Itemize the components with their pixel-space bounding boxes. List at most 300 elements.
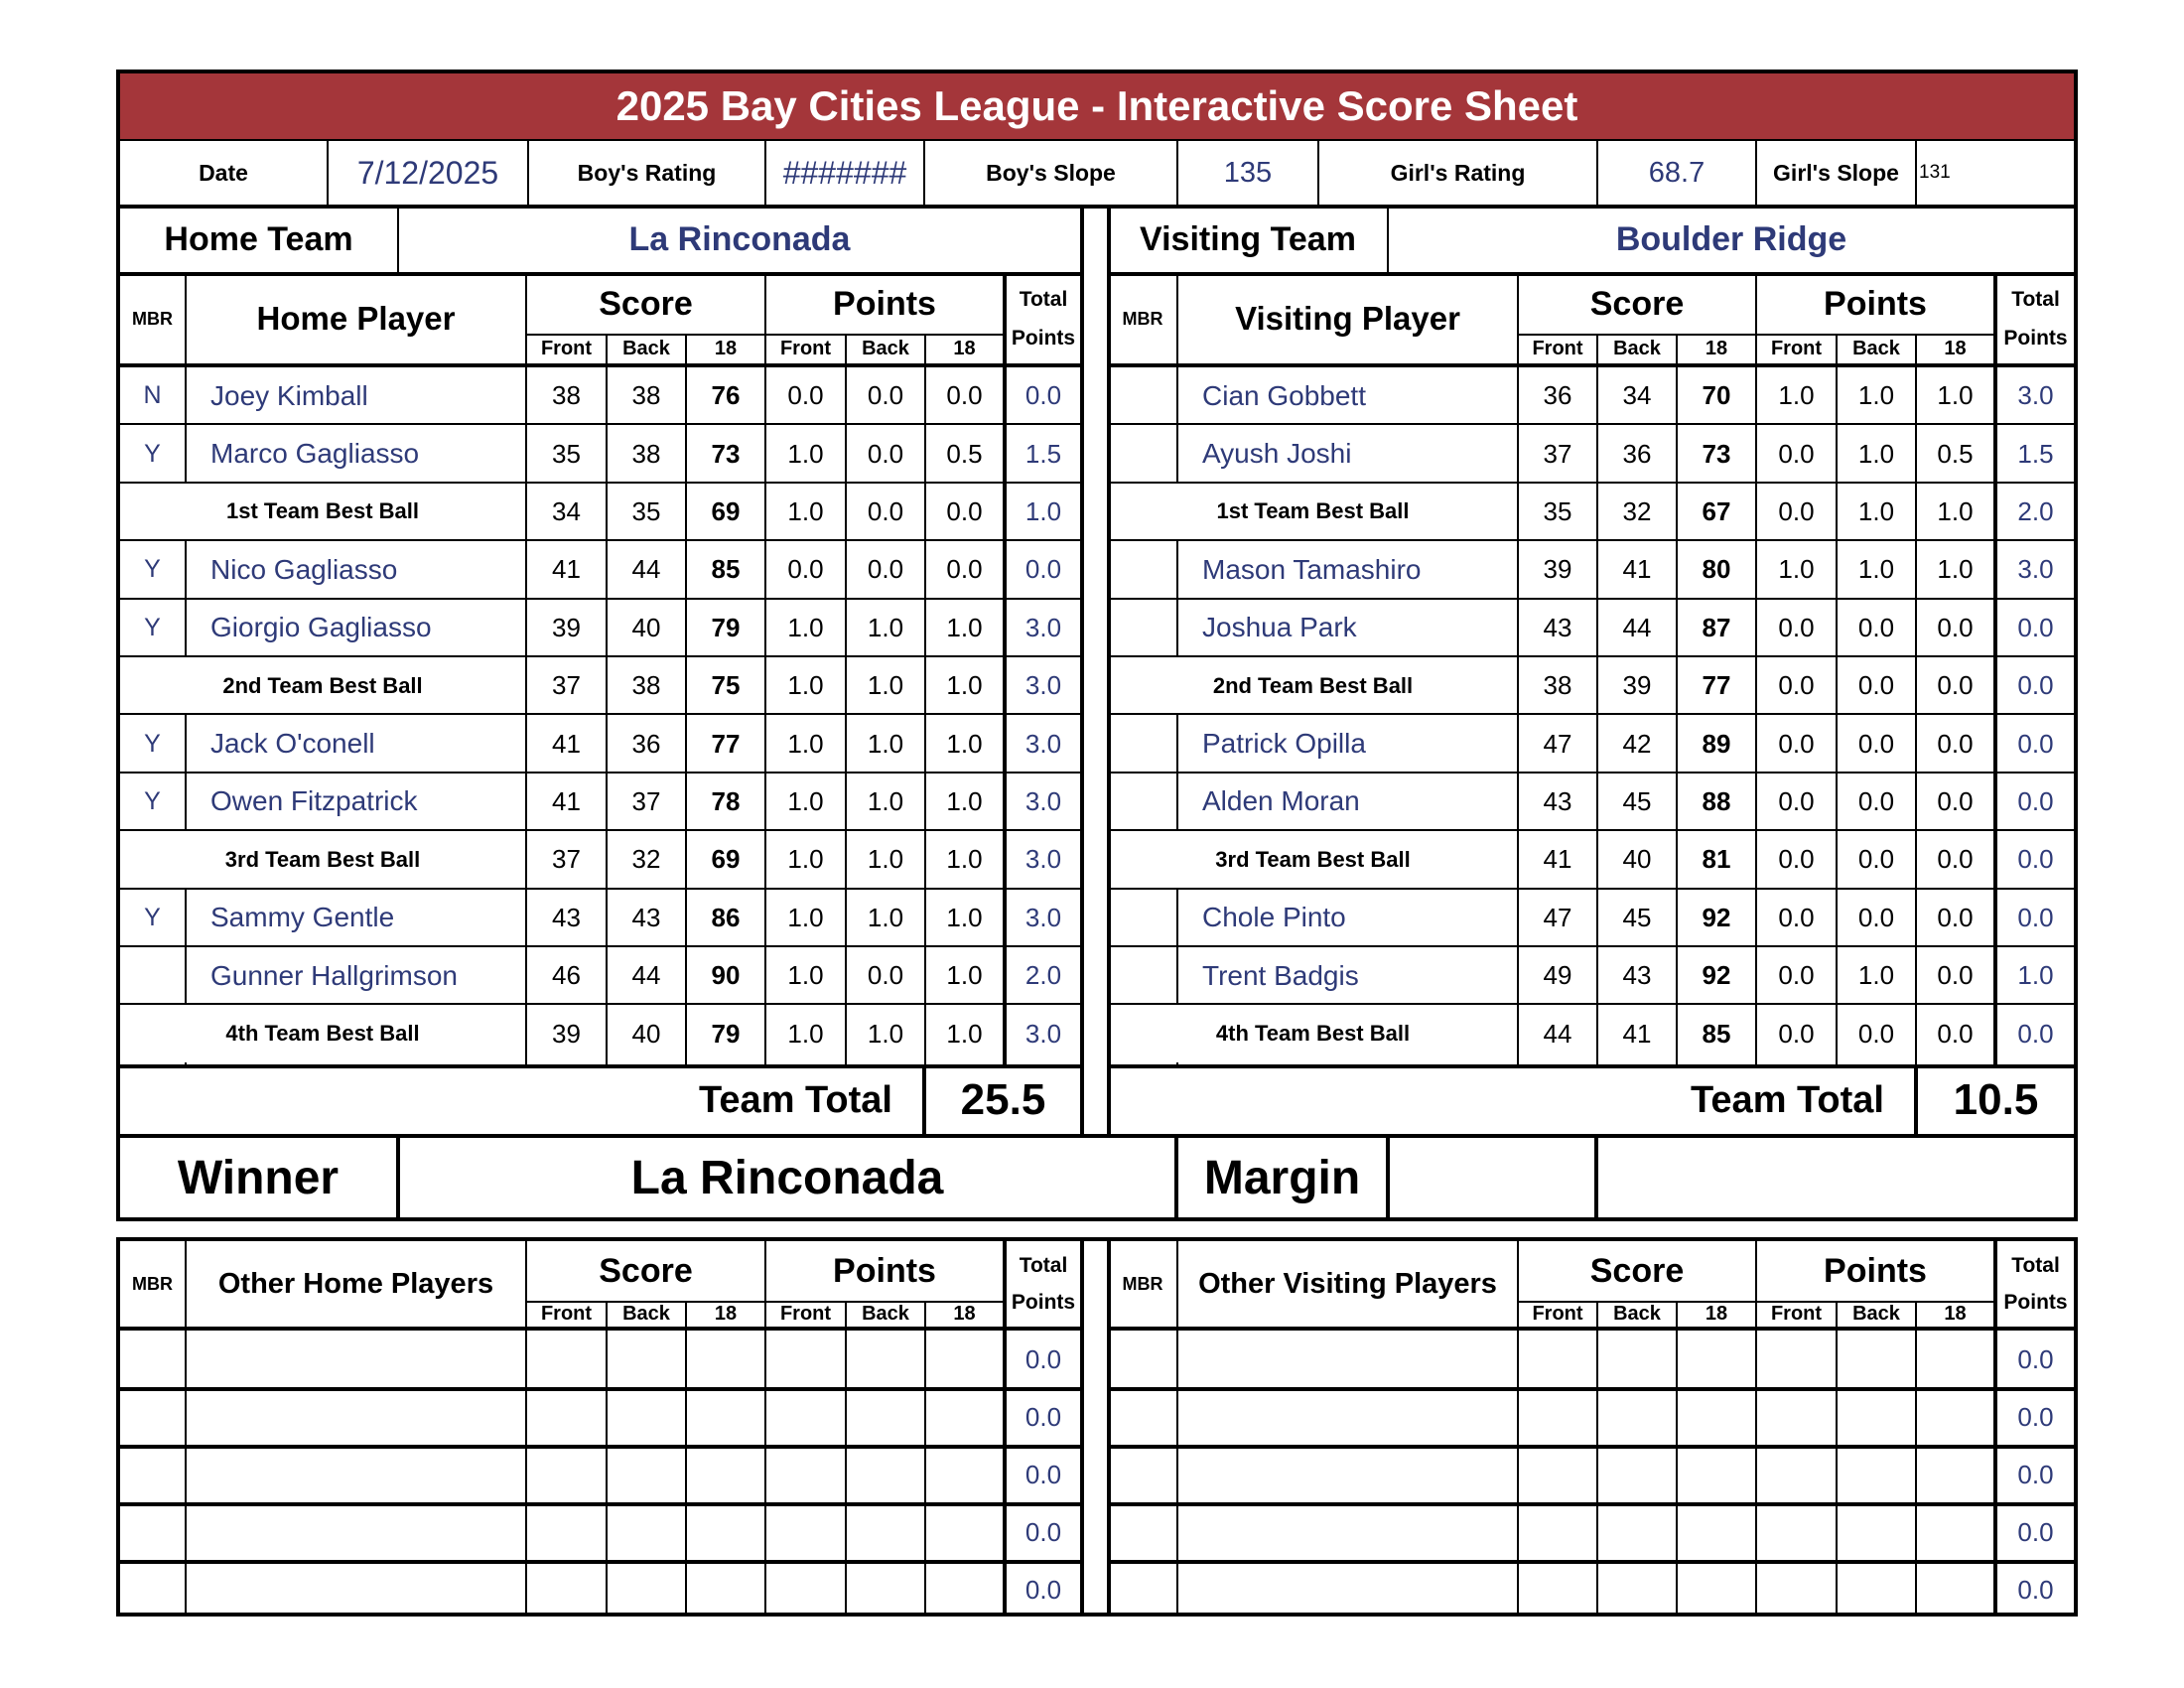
visiting-score-front[interactable]: 39 (1543, 554, 1572, 585)
visiting-score-front[interactable]: 37 (1543, 438, 1572, 469)
other-visiting-player-name[interactable] (1178, 1388, 1517, 1446)
margin-label: Margin (1203, 1151, 1361, 1204)
home-total-points: 1.0 (1024, 495, 1062, 526)
home-mbr-cell[interactable] (120, 947, 185, 1004)
home-points-front: 1.0 (787, 1018, 824, 1049)
visiting-score-front[interactable]: 43 (1543, 785, 1572, 816)
visiting-player-name[interactable]: Alden Moran (1202, 785, 1360, 817)
visiting-points-18: 0.0 (1937, 902, 1974, 932)
home-score-18-header: 18 (714, 337, 738, 359)
other-visiting-points-cell (1757, 1503, 1836, 1561)
visiting-score-back: 41 (1622, 1018, 1652, 1049)
visiting-points-front: 0.0 (1778, 785, 1815, 816)
home-points-back: 1.0 (867, 785, 904, 816)
other-visiting-score-cell[interactable] (1678, 1388, 1755, 1446)
other-home-mbr-cell[interactable] (120, 1388, 185, 1446)
visiting-mbr-cell[interactable] (1109, 774, 1176, 830)
home-player-name[interactable]: Sammy Gentle (210, 902, 395, 933)
visiting-score-back[interactable]: 44 (1622, 612, 1652, 642)
home-mbr-cell[interactable]: Y (144, 786, 161, 815)
other-visiting-points-cell (1917, 1503, 1993, 1561)
other-visiting-score-cell[interactable] (1519, 1561, 1596, 1618)
other-visiting-score-cell[interactable] (1519, 1331, 1596, 1388)
boys-rating-label: Boy's Rating (577, 159, 717, 186)
visiting-score-back-header: Back (1613, 337, 1661, 359)
home-points-back: 0.0 (867, 438, 904, 469)
home-points-18: 1.0 (946, 960, 983, 991)
other-visiting-score-cell[interactable] (1598, 1446, 1676, 1503)
visiting-score-back[interactable]: 36 (1622, 438, 1652, 469)
visiting-player-name[interactable]: Trent Badgis (1202, 959, 1359, 991)
visiting-score-18: 85 (1702, 1018, 1731, 1049)
home-team-name[interactable]: La Rinconada (628, 219, 851, 258)
other-visiting-score-front-header: Front (1532, 1302, 1583, 1325)
home-best-ball-label: 1st Team Best Ball (225, 498, 419, 524)
other-home-score-cell[interactable] (687, 1331, 764, 1388)
visiting-points-front: 0.0 (1778, 670, 1815, 701)
visiting-points-front: 0.0 (1778, 960, 1815, 991)
visiting-team-total-label: Team Total (1691, 1078, 1884, 1121)
visiting-mbr-cell[interactable] (1109, 541, 1176, 598)
girls-rating-label: Girl's Rating (1390, 159, 1526, 186)
other-home-score-cell[interactable] (608, 1503, 685, 1561)
other-home-mbr-cell[interactable] (120, 1446, 185, 1503)
visiting-player-name[interactable]: Cian Gobbett (1202, 379, 1366, 411)
home-points-18-header: 18 (953, 337, 976, 359)
girls-rating-input[interactable]: 68.7 (1648, 156, 1706, 189)
visiting-score-18-header: 18 (1705, 337, 1728, 359)
other-home-points-cell (926, 1446, 1003, 1503)
visiting-score-back[interactable]: 45 (1622, 785, 1652, 816)
visiting-total-points: 0.0 (2017, 844, 2054, 875)
visiting-points-back: 0.0 (1857, 1018, 1895, 1049)
visiting-total-points: 3.0 (2017, 380, 2054, 411)
margin-value (1390, 1138, 1594, 1217)
girls-slope-label: Girl's Slope (1773, 159, 1899, 186)
other-visiting-score-header: Score (1589, 1251, 1685, 1290)
visiting-points-front: 1.0 (1778, 554, 1815, 585)
home-total-points: 3.0 (1024, 785, 1062, 816)
home-best-ball-label: 3rd Team Best Ball (224, 846, 421, 872)
visiting-points-18: 1.0 (1937, 380, 1974, 411)
other-home-mbr-cell[interactable] (120, 1561, 185, 1618)
home-mbr-cell[interactable]: N (143, 381, 162, 410)
other-home-score-cell[interactable] (687, 1503, 764, 1561)
other-home-points-cell (926, 1331, 1003, 1388)
other-visiting-score-cell[interactable] (1598, 1503, 1676, 1561)
visiting-score-18: 87 (1702, 612, 1731, 642)
home-score-header: Score (599, 284, 693, 323)
visiting-score-front[interactable]: 47 (1543, 728, 1572, 759)
other-visiting-score-back-header: Back (1613, 1302, 1661, 1325)
home-score-18: 76 (711, 380, 741, 411)
home-total-points: 3.0 (1024, 612, 1062, 642)
other-home-mbr-cell[interactable] (120, 1331, 185, 1388)
visiting-score-front: 38 (1543, 670, 1572, 701)
other-home-points-cell (926, 1388, 1003, 1446)
home-score-back[interactable]: 40 (631, 612, 661, 642)
other-visiting-total-points: 0.0 (2017, 1516, 2054, 1547)
other-home-score-front-header: Front (540, 1302, 593, 1325)
home-score-front: 39 (552, 1018, 581, 1049)
home-total-points: 3.0 (1024, 670, 1062, 701)
visiting-points-front: 0.0 (1778, 1018, 1815, 1049)
home-score-front: 37 (552, 670, 581, 701)
other-home-player-name[interactable] (187, 1561, 525, 1618)
boys-slope-input[interactable]: 135 (1223, 156, 1273, 189)
home-score-front[interactable]: 46 (552, 960, 581, 991)
other-home-score-cell[interactable] (527, 1331, 606, 1388)
visiting-points-back: 0.0 (1857, 902, 1895, 932)
home-score-front[interactable]: 41 (552, 554, 581, 585)
visiting-score-back: 39 (1622, 670, 1652, 701)
home-team-label: Home Team (164, 219, 353, 258)
visiting-points-back: 1.0 (1857, 380, 1895, 411)
home-points-18: 1.0 (946, 785, 983, 816)
visiting-points-18: 0.0 (1937, 1018, 1974, 1049)
home-points-back: 1.0 (867, 670, 904, 701)
home-score-front[interactable]: 39 (552, 612, 581, 642)
visiting-points-18: 0.0 (1937, 785, 1974, 816)
other-visiting-score-cell[interactable] (1678, 1446, 1755, 1503)
other-home-points-cell (766, 1331, 845, 1388)
other-visiting-points-cell (1917, 1331, 1993, 1388)
home-points-18: 1.0 (946, 1018, 983, 1049)
visiting-points-front: 0.0 (1778, 902, 1815, 932)
visiting-score-header: Score (1589, 284, 1685, 323)
other-home-score-cell[interactable] (527, 1503, 606, 1561)
other-visiting-points-cell (1838, 1388, 1915, 1446)
home-score-18: 73 (711, 438, 741, 469)
home-mbr-header: MBR (132, 308, 173, 329)
other-visiting-points-cell (1838, 1446, 1915, 1503)
visiting-mbr-cell[interactable] (1109, 600, 1176, 656)
home-mbr-cell[interactable]: Y (144, 613, 161, 641)
visiting-points-18-header: 18 (1944, 337, 1967, 359)
visiting-total-points: 0.0 (2017, 728, 2054, 759)
visiting-team-total: 10.5 (1953, 1075, 2039, 1124)
other-home-score-cell[interactable] (687, 1446, 764, 1503)
visiting-points-front-header: Front (1770, 337, 1823, 359)
other-visiting-player-name[interactable] (1178, 1331, 1517, 1388)
other-home-player-name[interactable] (187, 1503, 525, 1561)
home-points-18: 0.5 (946, 438, 983, 469)
other-home-points-cell (766, 1388, 845, 1446)
other-home-mbr-cell[interactable] (120, 1503, 185, 1561)
other-visiting-score-cell[interactable] (1678, 1503, 1755, 1561)
other-home-score-header: Score (599, 1251, 693, 1290)
other-visiting-mbr-cell[interactable] (1109, 1331, 1176, 1388)
home-total-points: 3.0 (1024, 902, 1062, 932)
other-home-score-cell[interactable] (527, 1561, 606, 1618)
visiting-points-back: 1.0 (1857, 495, 1895, 526)
home-mbr-cell[interactable]: Y (144, 439, 161, 468)
other-visiting-points-cell (1838, 1561, 1915, 1618)
home-score-front[interactable]: 41 (552, 728, 581, 759)
visiting-mbr-cell[interactable] (1109, 947, 1176, 1004)
home-points-front: 1.0 (787, 438, 824, 469)
other-home-score-cell[interactable] (608, 1561, 685, 1618)
visiting-total-points: 0.0 (2017, 670, 2054, 701)
other-home-score-cell[interactable] (608, 1446, 685, 1503)
home-points-header: Points (833, 284, 936, 323)
other-home-total-points: 0.0 (1024, 1343, 1062, 1374)
home-player-name[interactable]: Joey Kimball (210, 379, 368, 411)
visiting-points-front: 0.0 (1778, 438, 1815, 469)
visiting-player-name[interactable]: Ayush Joshi (1202, 438, 1352, 470)
visiting-score-back[interactable]: 43 (1622, 960, 1652, 991)
other-home-player-name[interactable] (187, 1388, 525, 1446)
visiting-mbr-cell[interactable] (1109, 425, 1176, 482)
other-home-score-back-header: Back (622, 1302, 670, 1325)
other-home-score-cell[interactable] (527, 1446, 606, 1503)
visiting-points-back: 1.0 (1857, 438, 1895, 469)
home-best-ball-label: 2nd Team Best Ball (222, 672, 423, 698)
visiting-best-ball-label: 3rd Team Best Ball (1215, 846, 1411, 872)
home-points-front: 0.0 (787, 554, 824, 585)
other-visiting-player-name[interactable] (1178, 1561, 1517, 1618)
home-points-18: 1.0 (946, 902, 983, 932)
date-input[interactable]: 7/12/2025 (356, 154, 499, 191)
home-mbr-cell[interactable]: Y (144, 555, 161, 584)
visiting-team-label: Visiting Team (1140, 219, 1356, 258)
other-home-points-cell (847, 1446, 924, 1503)
home-score-front: 37 (552, 844, 581, 875)
visiting-player-name[interactable]: Joshua Park (1202, 612, 1357, 643)
home-team-total: 25.5 (960, 1075, 1046, 1124)
visiting-points-18: 1.0 (1937, 495, 1974, 526)
visiting-total-points: 0.0 (2017, 785, 2054, 816)
other-home-score-cell[interactable] (687, 1561, 764, 1618)
home-score-back: 40 (631, 1018, 661, 1049)
other-home-points-cell (847, 1561, 924, 1618)
home-best-ball-label: 4th Team Best Ball (225, 1021, 420, 1047)
home-points-18: 1.0 (946, 670, 983, 701)
other-home-score-cell[interactable] (608, 1388, 685, 1446)
home-points-back: 1.0 (867, 1018, 904, 1049)
other-visiting-mbr-cell[interactable] (1109, 1446, 1176, 1503)
home-points-18: 0.0 (946, 380, 983, 411)
other-visiting-score-cell[interactable] (1598, 1561, 1676, 1618)
other-visiting-score-cell[interactable] (1678, 1561, 1755, 1618)
home-score-back[interactable]: 44 (631, 554, 661, 585)
visiting-points-back: 0.0 (1857, 785, 1895, 816)
other-home-points-cell (926, 1503, 1003, 1561)
visiting-score-front[interactable]: 47 (1543, 902, 1572, 932)
other-home-points-header: Points (833, 1251, 936, 1290)
other-home-player-name[interactable] (187, 1331, 525, 1388)
home-points-back: 0.0 (867, 495, 904, 526)
visiting-player-name[interactable]: Mason Tamashiro (1202, 553, 1422, 585)
home-points-18: 0.0 (946, 495, 983, 526)
visiting-player-name[interactable]: Patrick Opilla (1202, 728, 1366, 760)
winner-label: Winner (177, 1151, 340, 1204)
visiting-points-18: 0.0 (1937, 612, 1974, 642)
other-home-points-cell (847, 1388, 924, 1446)
other-visiting-points-cell (1757, 1331, 1836, 1388)
visiting-player-name[interactable]: Chole Pinto (1202, 902, 1346, 933)
other-visiting-points-cell (1917, 1388, 1993, 1446)
visiting-points-18: 0.5 (1937, 438, 1974, 469)
other-visiting-points-cell (1917, 1446, 1993, 1503)
other-visiting-score-cell[interactable] (1519, 1446, 1596, 1503)
other-visiting-score-cell[interactable] (1598, 1388, 1676, 1446)
home-points-back: 0.0 (867, 554, 904, 585)
home-score-front[interactable]: 38 (552, 380, 581, 411)
other-home-mbr-header: MBR (132, 1273, 173, 1294)
home-player-name[interactable]: Jack O'conell (210, 728, 375, 760)
visiting-total-points: 2.0 (2017, 495, 2054, 526)
visiting-score-18: 81 (1702, 844, 1731, 875)
visiting-score-front[interactable]: 43 (1543, 612, 1572, 642)
other-visiting-mbr-cell[interactable] (1109, 1561, 1176, 1618)
home-score-front[interactable]: 35 (552, 438, 581, 469)
result-extra-cell (1598, 1138, 2074, 1217)
visiting-total-header: Total (2011, 287, 2060, 311)
home-score-back: 32 (631, 844, 661, 875)
home-points-18: 0.0 (946, 554, 983, 585)
home-total-points-header: Points (1011, 326, 1076, 350)
visiting-points-18: 0.0 (1937, 670, 1974, 701)
home-player-name[interactable]: Giorgio Gagliasso (210, 612, 432, 643)
other-visiting-score-cell[interactable] (1519, 1388, 1596, 1446)
home-total-points: 0.0 (1024, 380, 1062, 411)
home-points-back: 1.0 (867, 844, 904, 875)
home-total-points: 1.5 (1024, 438, 1062, 469)
visiting-points-back: 1.0 (1857, 960, 1895, 991)
visiting-points-front: 0.0 (1778, 612, 1815, 642)
other-visiting-points-cell (1757, 1561, 1836, 1618)
home-score-back[interactable]: 43 (631, 902, 661, 932)
other-visiting-points-header: Points (1824, 1251, 1927, 1290)
other-visiting-score-cell[interactable] (1519, 1503, 1596, 1561)
other-visiting-total-points-header: Points (2003, 1290, 2068, 1314)
home-score-back[interactable]: 37 (631, 785, 661, 816)
visiting-score-back[interactable]: 34 (1622, 380, 1652, 411)
visiting-score-18: 89 (1702, 728, 1731, 759)
home-player-name[interactable]: Marco Gagliasso (210, 438, 420, 470)
other-visiting-score-cell[interactable] (1598, 1331, 1676, 1388)
home-score-back[interactable]: 36 (631, 728, 661, 759)
home-player-name[interactable]: Owen Fitzpatrick (210, 785, 418, 817)
home-points-front: 1.0 (787, 495, 824, 526)
other-home-total-points: 0.0 (1024, 1459, 1062, 1489)
home-points-back: 1.0 (867, 902, 904, 932)
other-visiting-mbr-cell[interactable] (1109, 1388, 1176, 1446)
other-home-score-18-header: 18 (714, 1302, 738, 1325)
visiting-total-points: 1.0 (2017, 960, 2054, 991)
other-visiting-points-cell (1838, 1503, 1915, 1561)
boys-rating-input[interactable]: ####### (782, 154, 907, 191)
boys-slope-label: Boy's Slope (986, 159, 1116, 186)
home-score-18: 69 (711, 495, 741, 526)
home-points-front: 1.0 (787, 844, 824, 875)
visiting-score-back[interactable]: 42 (1622, 728, 1652, 759)
other-home-player-name[interactable] (187, 1446, 525, 1503)
home-points-front: 1.0 (787, 728, 824, 759)
home-points-back: 1.0 (867, 728, 904, 759)
visiting-points-front: 0.0 (1778, 844, 1815, 875)
home-score-back[interactable]: 44 (631, 960, 661, 991)
girls-slope-input[interactable]: 131 (1919, 162, 1951, 183)
visiting-score-18: 73 (1702, 438, 1731, 469)
other-visiting-points-back-header: Back (1852, 1302, 1900, 1325)
visiting-score-front[interactable]: 49 (1543, 960, 1572, 991)
visiting-total-points-header: Points (2003, 326, 2068, 350)
other-visiting-score-cell[interactable] (1678, 1331, 1755, 1388)
visiting-best-ball-label: 1st Team Best Ball (1216, 498, 1410, 524)
other-home-total-points-header: Points (1011, 1290, 1076, 1314)
visiting-score-back[interactable]: 45 (1622, 902, 1652, 932)
home-score-front[interactable]: 41 (552, 785, 581, 816)
sheet-title: 2025 Bay Cities League - Interactive Score Sheet (120, 73, 2074, 139)
home-score-back[interactable]: 38 (631, 380, 661, 411)
visiting-points-back-header: Back (1852, 337, 1900, 359)
other-home-total-points: 0.0 (1024, 1401, 1062, 1432)
visiting-mbr-cell[interactable] (1109, 890, 1176, 946)
visiting-score-front[interactable]: 36 (1543, 380, 1572, 411)
visiting-score-18: 67 (1702, 495, 1731, 526)
visiting-mbr-cell[interactable] (1109, 367, 1176, 424)
home-player-name[interactable]: Nico Gagliasso (210, 553, 398, 585)
home-points-front: 1.0 (787, 670, 824, 701)
home-total-points: 3.0 (1024, 728, 1062, 759)
home-score-front[interactable]: 43 (552, 902, 581, 932)
other-visiting-points-cell (1917, 1561, 1993, 1618)
home-points-back: 1.0 (867, 612, 904, 642)
other-home-players-header: Other Home Players (217, 1267, 494, 1300)
home-score-18: 90 (711, 960, 741, 991)
other-visiting-player-name[interactable] (1178, 1446, 1517, 1503)
visiting-points-back: 0.0 (1857, 728, 1895, 759)
home-points-front: 1.0 (787, 902, 824, 932)
visiting-score-back[interactable]: 41 (1622, 554, 1652, 585)
other-home-points-front-header: Front (779, 1302, 832, 1325)
home-points-back: 0.0 (867, 960, 904, 991)
visiting-points-front: 1.0 (1778, 380, 1815, 411)
home-score-18: 69 (711, 844, 741, 875)
home-points-front: 1.0 (787, 960, 824, 991)
home-total-header: Total (1019, 287, 1068, 311)
visiting-mbr-cell[interactable] (1109, 715, 1176, 772)
visiting-total-points: 1.5 (2017, 438, 2054, 469)
visiting-best-ball-label: 2nd Team Best Ball (1212, 672, 1414, 698)
visiting-points-18: 0.0 (1937, 844, 1974, 875)
other-home-points-cell (766, 1446, 845, 1503)
other-home-score-cell[interactable] (608, 1331, 685, 1388)
visiting-best-ball-label: 4th Team Best Ball (1215, 1021, 1411, 1047)
other-home-score-cell[interactable] (527, 1388, 606, 1446)
other-visiting-total-points: 0.0 (2017, 1343, 2054, 1374)
visiting-points-back: 0.0 (1857, 612, 1895, 642)
other-visiting-mbr-cell[interactable] (1109, 1503, 1176, 1561)
visiting-team-name[interactable]: Boulder Ridge (1615, 219, 1847, 258)
home-score-18: 85 (711, 554, 741, 585)
winner-value: La Rinconada (630, 1151, 944, 1204)
visiting-score-18: 92 (1702, 960, 1731, 991)
other-visiting-player-name[interactable] (1178, 1503, 1517, 1561)
other-home-score-cell[interactable] (687, 1388, 764, 1446)
home-score-back[interactable]: 38 (631, 438, 661, 469)
home-points-18: 1.0 (946, 612, 983, 642)
visiting-points-front: 0.0 (1778, 495, 1815, 526)
home-mbr-cell[interactable]: Y (144, 903, 161, 931)
home-player-name[interactable]: Gunner Hallgrimson (210, 959, 458, 991)
home-mbr-cell[interactable]: Y (144, 729, 161, 758)
visiting-points-front: 0.0 (1778, 728, 1815, 759)
other-visiting-points-18-header: 18 (1944, 1302, 1967, 1325)
home-points-front: 1.0 (787, 612, 824, 642)
